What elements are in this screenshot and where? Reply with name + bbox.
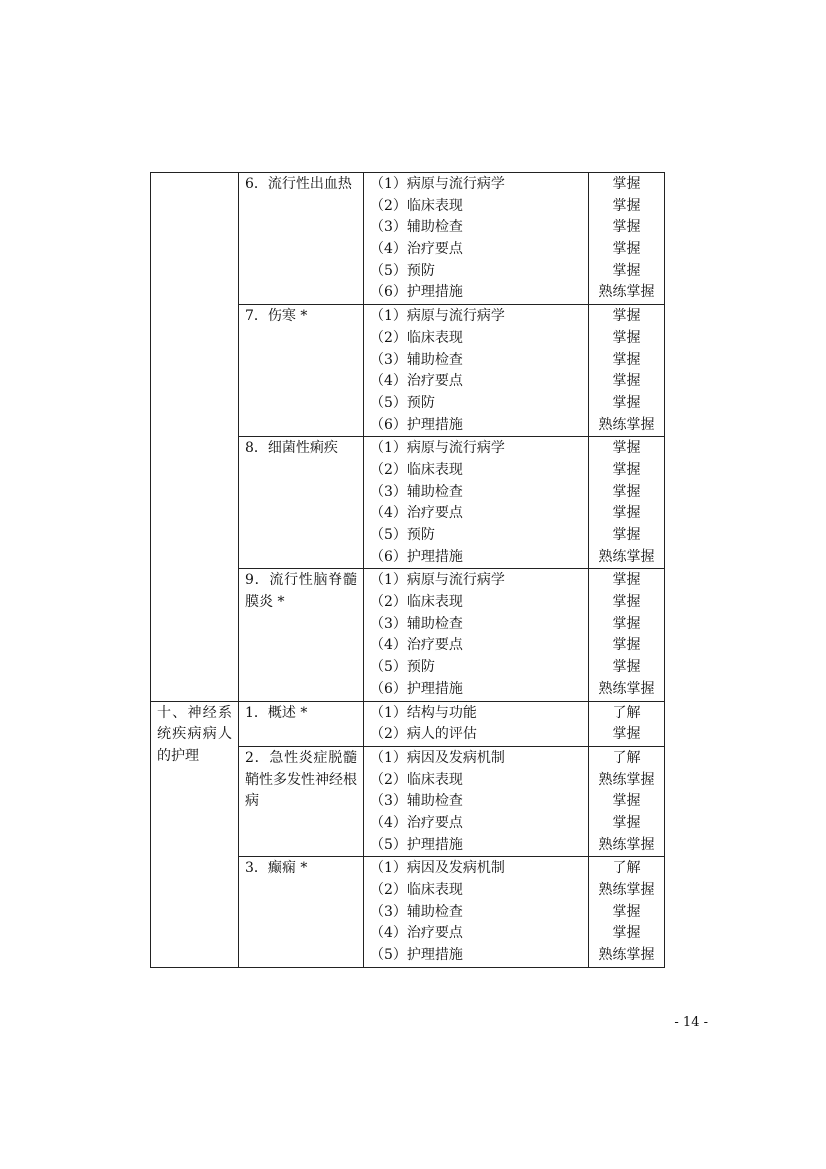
requirement-level: 掌握 [612,572,641,589]
topic-cell [239,569,364,701]
topic-cell [239,857,364,967]
content-item: （5）预防 [370,394,435,411]
content-item: （2）病人的评估 [370,726,477,743]
level-cell [589,569,665,701]
content-item: （2）临床表现 [370,771,463,788]
requirement-level: 掌握 [612,483,641,500]
topic-cell [239,305,364,437]
content-item: （2）临床表现 [370,882,463,898]
level-cell [589,746,665,856]
content-item: （1）病原与流行病学 [370,440,505,457]
topic-cell [239,173,364,305]
requirement-level: 掌握 [612,440,641,457]
requirement-level: 掌握 [612,219,641,236]
requirement-level: 熟练掌握 [598,680,655,697]
content-item: （6）护理措施 [370,680,463,697]
requirement-level: 掌握 [612,176,641,192]
level-cell [589,437,665,569]
content-cell [364,746,589,856]
content-item: （2）临床表现 [370,197,463,214]
requirement-level: 掌握 [612,505,641,522]
content-item: （1）病原与流行病学 [370,308,505,325]
requirement-level: 掌握 [612,373,641,390]
requirement-level: 掌握 [612,241,641,258]
content-item: （5）预防 [370,659,435,676]
content-item: （6）护理措施 [370,284,463,301]
topic-title: 9．流行性脑脊髓膜炎 * [245,572,357,611]
requirement-level: 掌握 [612,594,641,611]
requirement-level: 掌握 [612,329,641,346]
content-item: （2）临床表现 [370,329,463,346]
requirement-level: 掌握 [612,726,641,743]
requirement-level: 掌握 [612,197,641,214]
topic-title: 6．流行性出血热 [245,176,352,192]
topic-cell [239,746,364,856]
content-item: （1）病原与流行病学 [370,572,505,589]
requirement-level: 掌握 [612,308,641,325]
unit-title: 十、神经系统疾病病人的护理 [157,704,232,764]
requirement-level: 掌握 [612,793,641,810]
level-cell [589,857,665,967]
unit-cell [151,173,239,702]
content-item: （1）结构与功能 [370,704,477,721]
content-item: （4）治疗要点 [370,637,463,654]
content-cell [364,173,589,305]
content-item: （4）治疗要点 [370,505,463,522]
content-cell [364,701,589,746]
requirement-level: 掌握 [612,351,641,368]
requirement-level: 掌握 [612,814,641,831]
content-item: （3）辅助检查 [370,483,463,500]
content-item: （1）病因及发病机制 [370,860,505,877]
topic-title: 8．细菌性痢疾 [245,440,338,457]
topic-title: 3．癫痫 * [245,860,308,877]
syllabus-table [150,172,665,968]
content-item: （4）治疗要点 [370,373,463,390]
content-item: （3）辅助检查 [370,615,463,632]
requirement-level: 掌握 [612,637,641,654]
requirement-level: 熟练掌握 [598,947,655,964]
requirement-level: 了解 [612,749,641,766]
requirement-level: 掌握 [612,925,641,942]
requirement-level: 掌握 [612,527,641,543]
syllabus-table-body [151,173,665,968]
requirement-level: 掌握 [612,394,641,411]
content-cell [364,569,589,701]
table-row [151,173,665,305]
requirement-level: 掌握 [612,262,641,279]
content-item: （5）护理措施 [370,836,463,853]
requirement-level: 掌握 [612,615,641,632]
content-item: （4）治疗要点 [370,925,463,942]
content-item: （2）临床表现 [370,594,463,611]
content-item: （2）临床表现 [370,461,463,478]
content-item: （3）辅助检查 [370,219,463,236]
content-cell [364,437,589,569]
content-cell [364,305,589,437]
level-cell [589,305,665,437]
requirement-level: 了解 [612,704,641,721]
content-item: （3）辅助检查 [370,793,463,810]
content-item: （4）治疗要点 [370,241,463,258]
topic-title: 1．概述 * [245,704,308,721]
content-item: （5）预防 [370,262,435,279]
requirement-level: 熟练掌握 [598,548,655,565]
level-cell [589,701,665,746]
requirement-level: 掌握 [612,903,641,920]
topic-cell [239,701,364,746]
requirement-level: 熟练掌握 [598,836,655,853]
content-item: （1）病因及发病机制 [370,749,505,766]
content-item: （3）辅助检查 [370,903,463,920]
requirement-level: 掌握 [612,659,641,676]
requirement-level: 熟练掌握 [598,771,655,788]
topic-title: 7．伤寒 * [245,308,308,325]
topic-cell [239,437,364,569]
page-number: - 14 - [674,1015,708,1030]
content-item: （5）护理措施 [370,947,463,964]
topic-title: 2．急性炎症脱髓鞘性多发性神经根病 [245,749,357,810]
table-row [151,701,665,746]
requirement-level: 熟练掌握 [598,416,655,433]
requirement-level: 熟练掌握 [598,882,655,898]
requirement-level: 了解 [612,860,641,877]
content-item: （6）护理措施 [370,416,463,433]
content-item: （5）预防 [370,527,435,543]
content-cell [364,857,589,967]
content-item: （6）护理措施 [370,548,463,565]
requirement-level: 熟练掌握 [598,284,655,301]
content-item: （3）辅助检查 [370,351,463,368]
unit-cell [151,701,239,967]
content-item: （4）治疗要点 [370,814,463,831]
requirement-level: 掌握 [612,461,641,478]
content-item: （1）病原与流行病学 [370,176,505,192]
level-cell [589,173,665,305]
